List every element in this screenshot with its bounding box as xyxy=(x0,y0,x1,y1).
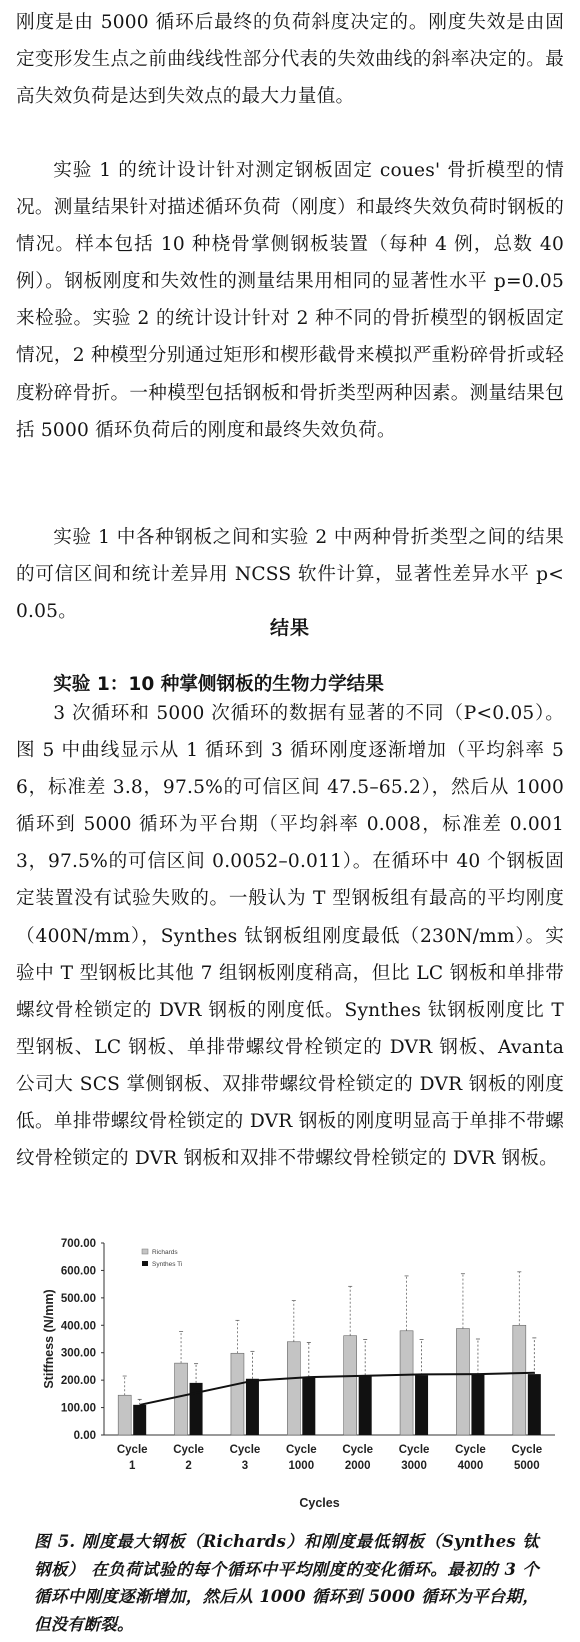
x-tick-label-cycle: Cycle xyxy=(173,1444,204,1456)
figure-5-stiffness-chart xyxy=(40,1225,560,1535)
x-tick-label-cycle: Cycle xyxy=(342,1444,374,1456)
section-heading-results: 结果 xyxy=(269,617,310,639)
bar-synthes-ti xyxy=(190,1383,203,1435)
subsection-heading-experiment1: 实验 1：10 种掌侧钢板的生物力学结果 xyxy=(53,674,384,695)
x-tick-label-cycle: Cycle xyxy=(229,1444,261,1456)
x-tick-label-cycle: Cycle xyxy=(116,1444,148,1456)
bar-synthes-ti xyxy=(359,1375,372,1435)
bar-richards xyxy=(513,1325,526,1435)
bar-synthes-ti xyxy=(246,1379,259,1435)
x-tick-label-number: 1 xyxy=(128,1460,136,1472)
x-tick-label-cycle: Cycle xyxy=(285,1444,317,1456)
legend-swatch-richards xyxy=(142,1249,148,1254)
x-tick-label-cycle: Cycle xyxy=(398,1444,430,1456)
y-tick-label: 100.00 xyxy=(60,1402,96,1415)
paragraph-experiment1-results: 3 次循环和 5000 次循环的数据有显著的不同（P<0.05）。图 5 中曲线显示从 1 循环到 3 循环刚度逐渐增加（平均斜率 56，标准差 3.8，97.5%的可信区间 47.5–65.2），然后从 1000 循环到 5000 循环为平台期（平均斜率 0.008，标准差 0.0013，97.5%的可信区间 0.0052–0.011）。在循环中 40 个钢板固定装置没有试验失败的。一般认为 T 型钢板组有最高的平均刚度（400N/mm），Synthes 钛钢板组刚度最低（230N/mm）。实验中 T 型钢板比其他 7 组钢板刚度稍高，但比 LC 钢板和单排带螺纹骨栓锁定的 DVR 钢板的刚度低。Synthes 钛钢板刚度比 T 型钢板、LC 钢板、单排带螺纹骨栓锁定的 DVR 钢板、Avanta 公司大 SCS 掌侧钢板、双排带螺纹骨栓锁定的 DVR 钢板的刚度低。单排带螺纹骨栓锁定的 DVR 钢板的刚度明显高于单排不带螺纹骨栓锁定的 DVR 钢板和双排不带螺纹骨栓锁定的 DVR 钢板。 xyxy=(16,703,564,1170)
paragraph-stiffness-definition: 刚度是由 5000 循环后最终的负荷斜度决定的。刚度失效是由固定变形发生点之前曲线线性部分代表的失效曲线的斜率决定的。最高失效负荷是达到失效点的最大力量值。 xyxy=(16,12,564,108)
bar-richards xyxy=(344,1336,357,1435)
y-tick-label: 600.00 xyxy=(60,1265,96,1278)
bar-richards xyxy=(231,1353,244,1435)
bar-synthes-ti xyxy=(133,1405,146,1435)
x-tick-label-number: 5000 xyxy=(514,1460,540,1472)
x-tick-label-cycle: Cycle xyxy=(455,1444,486,1456)
bar-synthes-ti xyxy=(415,1375,428,1435)
x-tick-label-number: 1000 xyxy=(288,1460,315,1472)
legend-label-synthes-ti: Synthes Ti xyxy=(152,1261,183,1268)
x-tick-label-number: 2000 xyxy=(344,1460,371,1472)
y-axis-label: Stiffness (N/mm) xyxy=(42,1289,56,1389)
y-tick-label: 700.00 xyxy=(60,1238,96,1250)
y-tick-label: 300.00 xyxy=(60,1347,96,1360)
bar-richards xyxy=(287,1342,300,1435)
y-tick-label: 0.00 xyxy=(73,1430,96,1442)
x-tick-label-number: 4000 xyxy=(457,1460,484,1472)
bar-richards xyxy=(175,1363,188,1435)
y-tick-label: 200.00 xyxy=(60,1375,96,1388)
stiffness-bar-chart xyxy=(40,1225,560,1535)
legend-swatch-synthes-ti xyxy=(142,1261,148,1266)
bar-synthes-ti xyxy=(471,1375,484,1435)
x-tick-label-cycle: Cycle xyxy=(511,1444,543,1456)
x-tick-label-number: 3000 xyxy=(401,1460,427,1472)
x-tick-label-number: 3 xyxy=(241,1460,249,1472)
paragraph-statistics: 实验 1 中各种钢板之间和实验 2 中两种骨折类型之间的结果的可信区间和统计差异用 NCSS 软件计算，显著性差异水平 p<0.05。 xyxy=(16,527,564,623)
y-tick-label: 500.00 xyxy=(60,1292,96,1305)
figure-caption: 图 5. 刚度最大钢板（Richards）和刚度最低钢板（Synthes 钛钢板） 在负荷试验的每个循环中平均刚度的变化循环。最初的 3 个循环中刚度逐渐增加，然后从 1000 循环到 5000 循环为平台期，但没有断裂。 xyxy=(34,1532,539,1634)
bar-richards xyxy=(400,1331,413,1435)
paragraph-experiment1-design: 实验 1 的统计设计针对测定钢板固定 coues' 骨折模型的情况。测量结果针对描述循环负荷（刚度）和最终失效负荷时钢板的情况。样本包括 10 种桡骨掌侧钢板装置（每种 4 例，总数 40 例）。钢板刚度和失效性的测量结果用相同的显著性水平 p=0.05 来检验。实验 2 的统计设计针对 2 种不同的骨折模型的钢板固定情况，2 种模型分别通过矩形和楔形截骨来模拟严重粉碎骨折或轻度粉碎骨折。一种模型包括钢板和骨折类型两种因素。测量结果包括 5000 循环负荷后的刚度和最终失效负荷。 xyxy=(16,160,564,441)
legend-label-richards: Richards xyxy=(152,1249,178,1256)
x-tick-label-number: 2 xyxy=(185,1460,192,1472)
x-axis-label: Cycles xyxy=(299,1496,340,1510)
bar-synthes-ti xyxy=(528,1374,541,1435)
bar-richards xyxy=(118,1395,131,1435)
y-tick-label: 400.00 xyxy=(60,1320,96,1333)
bar-richards xyxy=(456,1329,469,1435)
bar-synthes-ti xyxy=(302,1377,315,1435)
